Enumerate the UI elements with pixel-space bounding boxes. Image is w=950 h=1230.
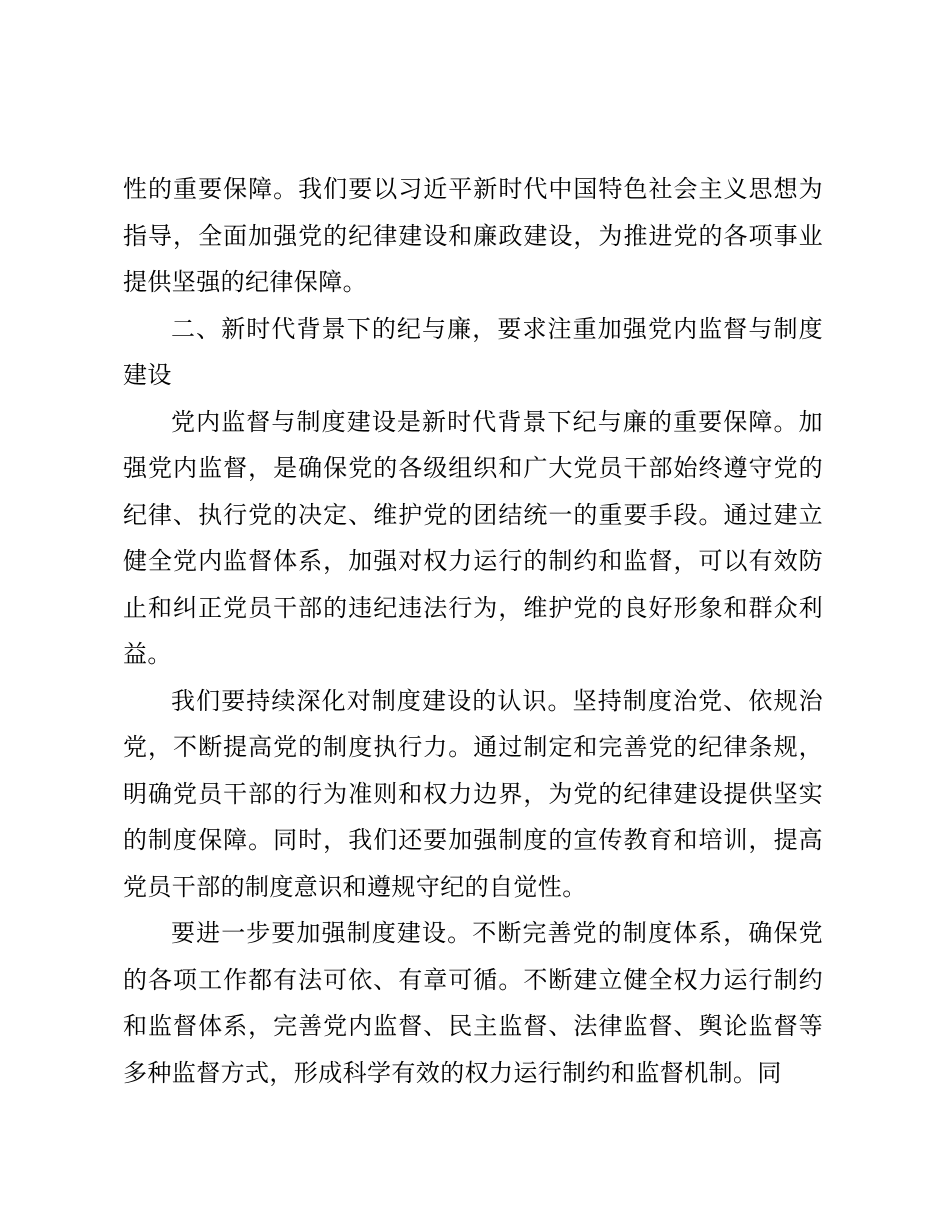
paragraph-system-building: 要进一步要加强制度建设。不断完善党的制度体系，确保党的各项工作都有法可依、有章可循。不断建立健全权力运行制约和监督体系，完善党内监督、民主监督、法律监督、舆论监督等多种监督方式，形成科学有效的权力运行制约和监督机制。同 [123,919,823,1087]
paragraph-system-awareness: 我们要持续深化对制度建设的认识。坚持制度治党、依规治党，不断提高党的制度执行力。通过制定和完善党的纪律条规，明确党员干部的行为准则和权力边界，为党的纪律建设提供坚实的制度保障。同时，我们还要加强制度的宣传教育和培训，提高党员干部的制度意识和遵规守纪的自觉性。 [123,686,823,901]
paragraph-continuation: 性的重要保障。我们要以习近平新时代中国特色社会主义思想为指导，全面加强党的纪律建设和廉政建设，为推进党的各项事业提供坚强的纪律保障。 [123,175,823,296]
section-heading: 二、新时代背景下的纪与廉，要求注重加强党内监督与制度建设 [123,314,823,389]
paragraph-supervision: 党内监督与制度建设是新时代背景下纪与廉的重要保障。加强党内监督，是确保党的各级组织和广大党员干部始终遵守党的纪律、执行党的决定、维护党的团结统一的重要手段。通过建立健全党内监督体系，加强对权力运行的制约和监督，可以有效防止和纠正党员干部的违纪违法行为，维护党的良好形象和群众利益。 [123,407,823,668]
document-page [123,166,823,1096]
